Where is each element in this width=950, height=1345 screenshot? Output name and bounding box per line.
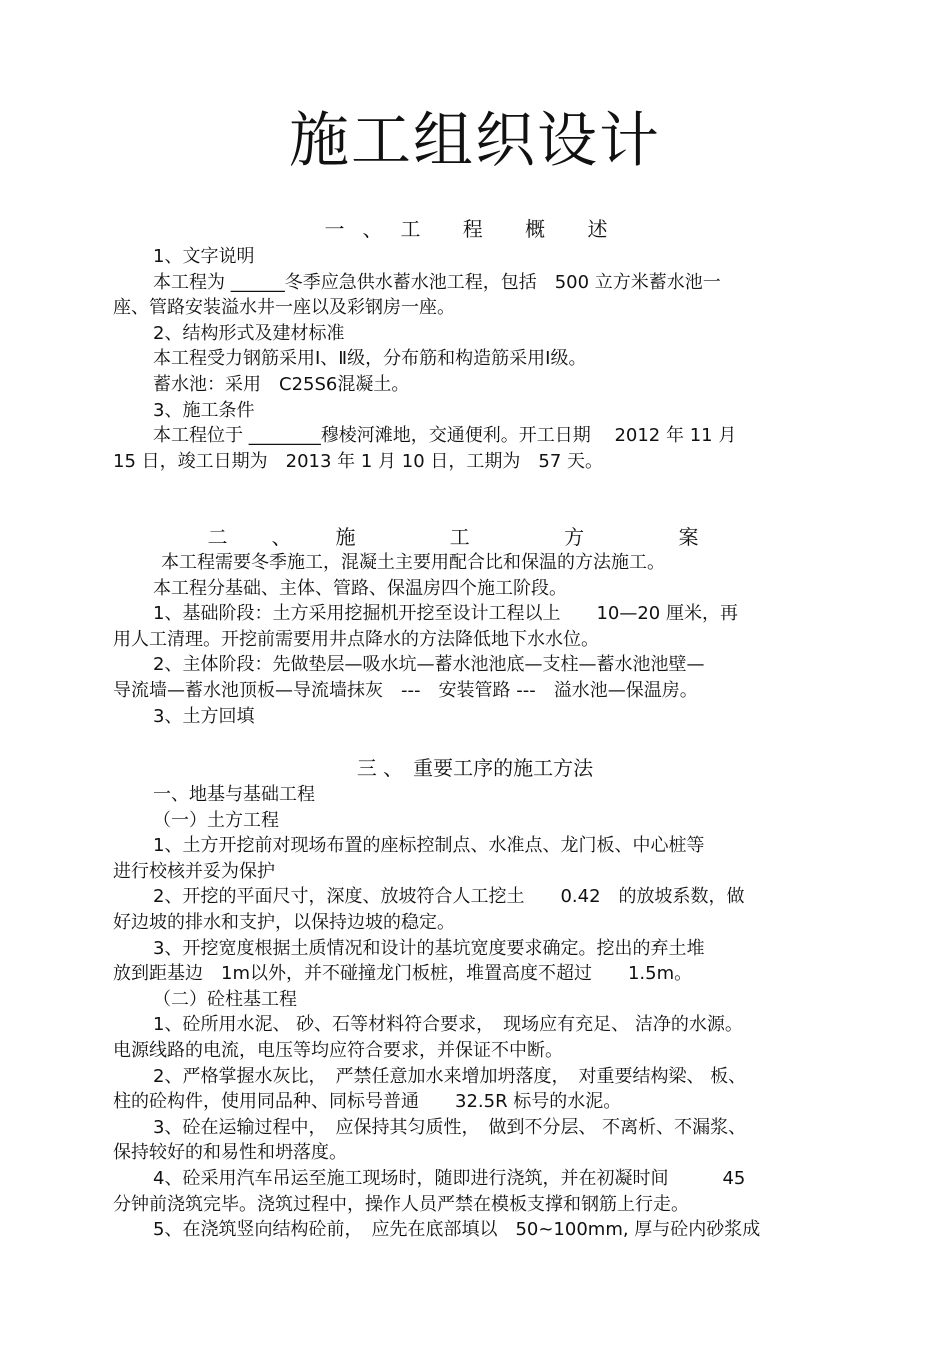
paragraph: 本工程位于 ________穆棱河滩地，交通便利。开工日期 2012 年 11 月 (153, 425, 737, 447)
paragraph: 本工程需要冬季施工，混凝土主要用配合比和保温的方法施工。 (161, 552, 665, 573)
paragraph: 本工程受力钢筋采用Ⅰ、Ⅱ级，分布筋和构造筋采用Ⅰ级。 (153, 348, 587, 370)
paragraph: 电源线路的电流，电压等均应符合要求，并保证不中断。 (113, 1039, 563, 1061)
paragraph: 5、在浇筑竖向结构砼前， 应先在底部填以 50~100mm, 厚与砼内砂浆成 (153, 1219, 761, 1241)
paragraph: 本工程为 ______冬季应急供水蓄水池工程，包括 500 立方米蓄水池一 (153, 271, 721, 293)
paragraph: （二）砼柱基工程 (153, 988, 297, 1010)
paragraph: 1、文字说明 (153, 246, 255, 267)
paragraph: （一）土方工程 (153, 809, 279, 831)
paragraph: 1、土方开挖前对现场布置的座标控制点、水准点、龙门板、中心桩等 (153, 835, 705, 857)
paragraph: 导流墙—蓄水池顶板—导流墙抹灰 --- 安装管路 --- 溢水池—保温房。 (113, 679, 698, 701)
section-plan (113, 550, 837, 729)
paragraph: 2、开挖的平面尺寸，深度、放坡符合人工挖土 0.42 的放坡系数，做 (153, 886, 745, 908)
paragraph: 4、砼采用汽车吊运至施工现场时，随即进行浇筑，并在初凝时间 45 (153, 1167, 746, 1189)
document-title: 施工组织设计 (289, 106, 661, 176)
paragraph: 1、基础阶段：土方采用挖掘机开挖至设计工程以上 10—20 厘米，再 (153, 603, 738, 625)
paragraph: 用人工清理。开挖前需要用井点降水的方法降低地下水水位。 (113, 628, 599, 650)
paragraph: 3、施工条件 (153, 399, 255, 421)
paragraph: 本工程分基础、主体、管路、保温房四个施工阶段。 (153, 577, 567, 599)
section-heading-plan: 二、施 工 方 案 (207, 525, 743, 549)
paragraph: 3、土方回填 (153, 705, 255, 727)
paragraph: 好边坡的排水和支护，以保持边坡的稳定。 (113, 911, 455, 933)
paragraph: 1、砼所用水泥、 砂、石等材料符合要求， 现场应有充足、 洁净的水源。 (153, 1014, 743, 1036)
paragraph: 进行校核并妥为保护 (113, 860, 275, 882)
paragraph: 一、地基与基础工程 (153, 784, 315, 805)
section-overview (113, 244, 837, 474)
paragraph: 2、主体阶段：先做垫层—吸水坑—蓄水池池底—支柱—蓄水池池壁— (153, 654, 705, 676)
section-heading-methods: 三 、 重要工序的施工方法 (356, 756, 594, 780)
paragraph: 3、砼在运输过程中， 应保持其匀质性， 做到不分层、 不离析、不漏浆、 (153, 1116, 747, 1138)
paragraph: 蓄水池：采用 C25S6混凝土。 (153, 373, 410, 395)
paragraph: 放到距基边 1m以外，并不碰撞龙门板桩，堆置高度不超过 1.5m。 (113, 963, 693, 985)
section-methods (113, 782, 837, 1243)
paragraph: 2、严格掌握水灰比， 严禁任意加水来增加坍落度， 对重要结构梁、 板、 (153, 1065, 747, 1087)
paragraph: 座、管路安装溢水井一座以及彩钢房一座。 (113, 297, 455, 319)
paragraph: 3、开挖宽度根据土质情况和设计的基坑宽度要求确定。挖出的弃土堆 (153, 937, 705, 959)
paragraph: 分钟前浇筑完毕。浇筑过程中，操作人员严禁在模板支撑和钢筋上行走。 (113, 1193, 689, 1215)
section-heading-overview: 一、工 程 概 述 (324, 217, 626, 241)
paragraph: 2、结构形式及建材标准 (153, 322, 345, 344)
paragraph: 柱的砼构件，使用同品种、同标号普通 32.5R 标号的水泥。 (113, 1091, 622, 1113)
paragraph: 保持较好的和易性和坍落度。 (113, 1142, 347, 1164)
paragraph: 15 日，竣工日期为 2013 年 1 月 10 日，工期为 57 天。 (113, 450, 604, 472)
